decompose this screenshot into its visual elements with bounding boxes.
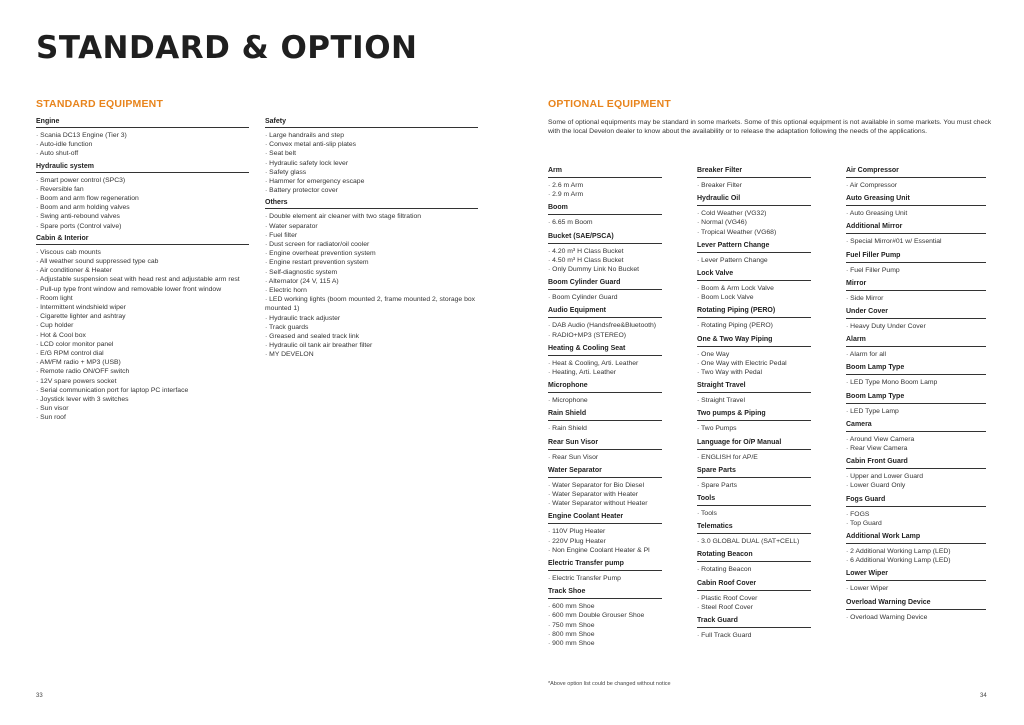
equipment-item: · Spare Parts: [697, 481, 811, 490]
equipment-item: · Overload Warning Device: [846, 613, 986, 622]
equipment-group: [548, 439, 662, 462]
equipment-item: · Seat belt: [265, 149, 478, 158]
group-title: Track Guard: [697, 617, 811, 628]
group-title: One & Two Way Piping: [697, 336, 811, 347]
equipment-group: [548, 233, 662, 275]
group-title: Bucket (SAE/PSCA): [548, 233, 662, 244]
equipment-item: · 4.50 m³ H Class Bucket: [548, 256, 662, 265]
equipment-group: [697, 410, 811, 433]
equipment-item: · 110V Plug Heater: [548, 527, 662, 536]
equipment-item: · Auto Greasing Unit: [846, 209, 986, 218]
equipment-item: · Alternator (24 V, 115 A): [265, 277, 478, 286]
equipment-item: · LED working lights (boom mounted 2, frame mounted 2, storage box mounted 1): [265, 295, 478, 313]
equipment-item: · Microphone: [548, 396, 662, 405]
equipment-item: · Rotating Piping (PERO): [697, 321, 811, 330]
equipment-group: [846, 280, 986, 303]
equipment-item: · Sun roof: [36, 413, 249, 422]
group-title: Tools: [697, 495, 811, 506]
group-title: Microphone: [548, 382, 662, 393]
equipment-group: [36, 163, 249, 231]
equipment-group: [548, 345, 662, 377]
equipment-item: · Rain Shield: [548, 424, 662, 433]
equipment-item: · Boom and arm holding valves: [36, 203, 249, 212]
group-title: Boom Lamp Type: [846, 364, 986, 375]
equipment-group: [846, 599, 986, 622]
equipment-item: · Two Pumps: [697, 424, 811, 433]
equipment-group: [846, 570, 986, 593]
group-title: Telematics: [697, 523, 811, 534]
equipment-item: · AM/FM radio + MP3 (USB): [36, 358, 249, 367]
equipment-item: · Swing anti-rebound valves: [36, 212, 249, 221]
equipment-item: · Full Track Guard: [697, 631, 811, 640]
equipment-group: [548, 467, 662, 509]
equipment-item: · Water Separator without Heater: [548, 499, 662, 508]
group-title: Lock Valve: [697, 270, 811, 281]
group-title: Hydraulic system: [36, 163, 249, 173]
equipment-group: [846, 195, 986, 218]
equipment-item: · 4.20 m³ H Class Bucket: [548, 247, 662, 256]
group-title: Lower Wiper: [846, 570, 986, 581]
equipment-item: · ENGLISH for AP/E: [697, 453, 811, 462]
equipment-item: · Non Engine Coolant Heater & Pl: [548, 546, 662, 555]
equipment-item: · 3.0 GLOBAL DUAL (SAT+CELL): [697, 537, 811, 546]
group-title: Auto Greasing Unit: [846, 195, 986, 206]
equipment-item: · E/G RPM control dial: [36, 349, 249, 358]
equipment-group: [548, 588, 662, 648]
equipment-item: · Alarm for all: [846, 350, 986, 359]
equipment-item: · Special Mirror#01 w/ Essential: [846, 237, 986, 246]
equipment-item: · Hydraulic oil tank air breather filter: [265, 341, 478, 350]
group-title: Electric Transfer pump: [548, 560, 662, 571]
equipment-item: · Plastic Roof Cover: [697, 594, 811, 603]
footnote: *Above option list could be changed without notice: [548, 681, 671, 687]
equipment-item: · Dust screen for radiator/oil cooler: [265, 240, 478, 249]
equipment-group: [846, 393, 986, 416]
optional-column-3: [846, 167, 986, 627]
equipment-group: [697, 523, 811, 546]
equipment-item: · 2.6 m Arm: [548, 181, 662, 190]
equipment-item: · Fuel Filler Pump: [846, 266, 986, 275]
equipment-group: [265, 118, 478, 195]
equipment-group: [36, 235, 249, 423]
equipment-item: · Only Dummy Link No Bucket: [548, 265, 662, 274]
equipment-item: · Lever Pattern Change: [697, 256, 811, 265]
equipment-group: [36, 118, 249, 159]
equipment-item: · One Way: [697, 350, 811, 359]
equipment-item: · One Way with Electric Pedal: [697, 359, 811, 368]
equipment-item: · LED Type Lamp: [846, 407, 986, 416]
page-title: STANDARD & OPTION: [36, 30, 418, 66]
equipment-item: · Electric Transfer Pump: [548, 574, 662, 583]
equipment-item: · Normal (VG46): [697, 218, 811, 227]
equipment-item: · Heating, Arti. Leather: [548, 368, 662, 377]
equipment-item: · 600 mm Shoe: [548, 602, 662, 611]
equipment-item: · Hot & Cool box: [36, 331, 249, 340]
equipment-group: [846, 223, 986, 246]
equipment-group: [697, 551, 811, 574]
group-title: Cabin & Interior: [36, 235, 249, 245]
group-title: Cabin Front Guard: [846, 458, 986, 469]
group-title: Rotating Piping (PERO): [697, 307, 811, 318]
equipment-group: [697, 336, 811, 378]
equipment-item: · Serial communication port for laptop PC interface: [36, 386, 249, 395]
standard-equipment-heading: STANDARD EQUIPMENT: [36, 98, 164, 110]
equipment-item: · Boom & Arm Lock Valve: [697, 284, 811, 293]
group-title: Heating & Cooling Seat: [548, 345, 662, 356]
equipment-item: · Side Mirror: [846, 294, 986, 303]
group-title: Rotating Beacon: [697, 551, 811, 562]
equipment-item: · Track guards: [265, 323, 478, 332]
equipment-item: · Breaker Filter: [697, 181, 811, 190]
equipment-group: [846, 458, 986, 490]
equipment-item: · All weather sound suppressed type cab: [36, 257, 249, 266]
page-number-left: 33: [36, 693, 43, 699]
equipment-item: · Large handrails and step: [265, 131, 478, 140]
equipment-item: · Joystick lever with 3 switches: [36, 395, 249, 404]
equipment-group: [846, 252, 986, 275]
equipment-item: · 600 mm Double Grouser Shoe: [548, 611, 662, 620]
group-title: Hydraulic Oil: [697, 195, 811, 206]
equipment-item: · Battery protector cover: [265, 186, 478, 195]
equipment-item: · Auto shut-off: [36, 149, 249, 158]
equipment-item: · Air Compressor: [846, 181, 986, 190]
equipment-item: · FOGS: [846, 510, 986, 519]
group-title: Under Cover: [846, 308, 986, 319]
equipment-group: [846, 421, 986, 453]
equipment-item: · MY DEVELON: [265, 350, 478, 359]
equipment-item: · Cup holder: [36, 321, 249, 330]
optional-equipment-heading: OPTIONAL EQUIPMENT: [548, 98, 671, 110]
group-title: Engine: [36, 118, 249, 128]
equipment-group: [548, 279, 662, 302]
equipment-item: · Convex metal anti-slip plates: [265, 140, 478, 149]
equipment-item: · Hydraulic track adjuster: [265, 314, 478, 323]
equipment-item: · RADIO+MP3 (STEREO): [548, 331, 662, 340]
group-title: Additional Mirror: [846, 223, 986, 234]
group-title: Audio Equipment: [548, 307, 662, 318]
equipment-item: · Rear View Camera: [846, 444, 986, 453]
equipment-item: · Water separator: [265, 222, 478, 231]
equipment-item: · 6.65 m Boom: [548, 218, 662, 227]
group-title: Overload Warning Device: [846, 599, 986, 610]
group-title: Rain Shield: [548, 410, 662, 421]
equipment-item: · 2 Additional Working Lamp (LED): [846, 547, 986, 556]
equipment-item: · Water Separator with Heater: [548, 490, 662, 499]
equipment-item: · Reversible fan: [36, 185, 249, 194]
group-title: Boom Lamp Type: [846, 393, 986, 404]
equipment-item: · Double element air cleaner with two stage filtration: [265, 212, 478, 221]
equipment-item: · Room light: [36, 294, 249, 303]
group-title: Lever Pattern Change: [697, 242, 811, 253]
equipment-group: [548, 513, 662, 555]
equipment-group: [548, 204, 662, 227]
equipment-item: · Adjustable suspension seat with head rest and adjustable arm rest: [36, 275, 249, 284]
standard-column-2: [265, 118, 478, 364]
equipment-item: · 6 Additional Working Lamp (LED): [846, 556, 986, 565]
equipment-item: · Straight Travel: [697, 396, 811, 405]
equipment-item: · 2.9 m Arm: [548, 190, 662, 199]
group-title: Straight Travel: [697, 382, 811, 393]
equipment-item: · Two Way with Pedal: [697, 368, 811, 377]
equipment-group: [548, 410, 662, 433]
group-title: Arm: [548, 167, 662, 178]
equipment-item: · Tropical Weather (VG68): [697, 228, 811, 237]
equipment-item: · 900 mm Shoe: [548, 639, 662, 648]
group-title: Others: [265, 199, 478, 209]
group-title: Engine Coolant Heater: [548, 513, 662, 524]
equipment-group: [846, 336, 986, 359]
equipment-group: [697, 617, 811, 640]
equipment-group: [846, 496, 986, 528]
equipment-item: · Around View Camera: [846, 435, 986, 444]
equipment-group: [548, 560, 662, 583]
group-title: Fuel Filler Pump: [846, 252, 986, 263]
equipment-item: · DAB Audio (Handsfree&Bluetooth): [548, 321, 662, 330]
group-title: Two pumps & Piping: [697, 410, 811, 421]
equipment-item: · Viscous cab mounts: [36, 248, 249, 257]
equipment-group: [697, 270, 811, 302]
group-title: Water Separator: [548, 467, 662, 478]
group-title: Safety: [265, 118, 478, 128]
group-title: Boom: [548, 204, 662, 215]
equipment-item: · Spare ports (Control valve): [36, 222, 249, 231]
page-number-right: 34: [980, 693, 987, 699]
equipment-item: · Sun visor: [36, 404, 249, 413]
equipment-item: · LCD color monitor panel: [36, 340, 249, 349]
optional-column-2: [697, 167, 811, 645]
equipment-item: · Rear Sun Visor: [548, 453, 662, 462]
equipment-group: [697, 167, 811, 190]
equipment-item: · Greased and sealed track link: [265, 332, 478, 341]
equipment-item: · Hammer for emergency escape: [265, 177, 478, 186]
equipment-item: · Heavy Duty Under Cover: [846, 322, 986, 331]
equipment-item: · Boom and arm flow regeneration: [36, 194, 249, 203]
equipment-item: · Boom Cylinder Guard: [548, 293, 662, 302]
equipment-group: [697, 467, 811, 490]
group-title: Camera: [846, 421, 986, 432]
equipment-item: · Cold Weather (VG32): [697, 209, 811, 218]
optional-column-1: [548, 167, 662, 653]
equipment-item: · Air conditioner & Heater: [36, 266, 249, 275]
equipment-item: · 220V Plug Heater: [548, 537, 662, 546]
equipment-item: · Boom Lock Valve: [697, 293, 811, 302]
equipment-item: · 12V spare powers socket: [36, 377, 249, 386]
equipment-group: [697, 382, 811, 405]
equipment-item: · Rotating Beacon: [697, 565, 811, 574]
optional-intro: Some of optional equipments may be standard in some markets. Some of this optional equipment is not available in some markets. You must check with the local Develon dealer to know about the availability or to release the adaptation following the needs of the applications.: [548, 119, 992, 136]
group-title: Breaker Filter: [697, 167, 811, 178]
equipment-item: · Heat & Cooling, Arti. Leather: [548, 359, 662, 368]
group-title: Mirror: [846, 280, 986, 291]
equipment-item: · Auto-idle function: [36, 140, 249, 149]
equipment-group: [697, 195, 811, 237]
equipment-item: · Remote radio ON/OFF switch: [36, 367, 249, 376]
group-title: Spare Parts: [697, 467, 811, 478]
equipment-group: [846, 167, 986, 190]
equipment-item: · Upper and Lower Guard: [846, 472, 986, 481]
group-title: Fogs Guard: [846, 496, 986, 507]
group-title: Language for O/P Manual: [697, 439, 811, 450]
equipment-item: · Safety glass: [265, 168, 478, 177]
group-title: Cabin Roof Cover: [697, 580, 811, 591]
group-title: Additional Work Lamp: [846, 533, 986, 544]
equipment-group: [697, 495, 811, 518]
equipment-item: · Steel Roof Cover: [697, 603, 811, 612]
equipment-item: · Intermittent windshield wiper: [36, 303, 249, 312]
equipment-item: · Fuel filter: [265, 231, 478, 240]
equipment-group: [846, 533, 986, 565]
equipment-item: · 750 mm Shoe: [548, 621, 662, 630]
equipment-item: · LED Type Mono Boom Lamp: [846, 378, 986, 387]
equipment-item: · Electric horn: [265, 286, 478, 295]
equipment-item: · 800 mm Shoe: [548, 630, 662, 639]
equipment-group: [697, 439, 811, 462]
equipment-item: · Lower Wiper: [846, 584, 986, 593]
equipment-group: [697, 580, 811, 612]
equipment-item: · Self-diagnostic system: [265, 268, 478, 277]
equipment-group: [846, 308, 986, 331]
group-title: Boom Cylinder Guard: [548, 279, 662, 290]
equipment-item: · Scania DC13 Engine (Tier 3): [36, 131, 249, 140]
equipment-group: [265, 199, 478, 359]
equipment-item: · Tools: [697, 509, 811, 518]
group-title: Rear Sun Visor: [548, 439, 662, 450]
group-title: Alarm: [846, 336, 986, 347]
equipment-item: · Water Separator for Bio Diesel: [548, 481, 662, 490]
equipment-item: · Top Guard: [846, 519, 986, 528]
equipment-group: [697, 307, 811, 330]
equipment-item: · Engine restart prevention system: [265, 258, 478, 267]
equipment-group: [548, 382, 662, 405]
group-title: Track Shoe: [548, 588, 662, 599]
equipment-item: · Pull-up type front window and removable lower front window: [36, 285, 249, 294]
equipment-item: · Cigarette lighter and ashtray: [36, 312, 249, 321]
standard-column-1: [36, 118, 249, 427]
equipment-item: · Hydraulic safety lock lever: [265, 159, 478, 168]
equipment-group: [846, 364, 986, 387]
group-title: Air Compressor: [846, 167, 986, 178]
equipment-item: · Smart power control (SPC3): [36, 176, 249, 185]
equipment-item: · Engine overheat prevention system: [265, 249, 478, 258]
equipment-group: [548, 307, 662, 339]
equipment-item: · Lower Guard Only: [846, 481, 986, 490]
equipment-group: [697, 242, 811, 265]
equipment-group: [548, 167, 662, 199]
